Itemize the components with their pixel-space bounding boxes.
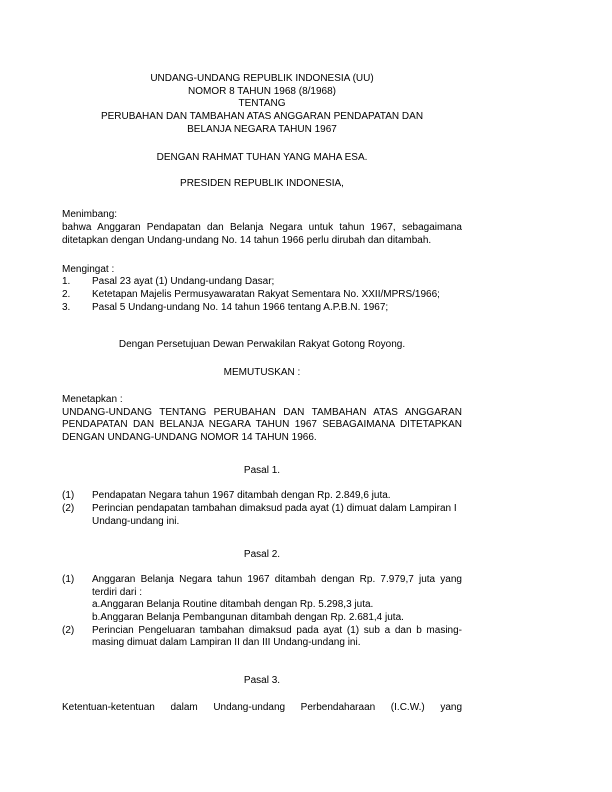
- list-item-line: Anggaran Belanja Negara tahun 1967 ditambah dengan Rp. 7.979,7 juta yang: [92, 573, 462, 585]
- list-item: [62, 625, 462, 650]
- title-line: NOMOR 8 TAHUN 1968 (8/1968): [187, 85, 337, 97]
- pasal-1-heading: [62, 465, 462, 478]
- list-item-label: 3.: [62, 301, 71, 313]
- menetapkan-paragraph: [62, 407, 462, 445]
- list-item-line: terdiri dari :: [92, 586, 143, 598]
- title-line: TENTANG: [238, 98, 286, 110]
- paragraph-line: UNDANG-UNDANG TENTANG PERUBAHAN DAN TAMBAHAN ATAS ANGGARAN: [62, 406, 462, 418]
- paragraph-line: ditetapkan dengan Undang-undang No. 14 tahun 1966 perlu dirubah dan ditambah.: [62, 234, 432, 246]
- list-item-line: Undang-undang ini.: [92, 515, 180, 527]
- authority-line: [62, 178, 462, 191]
- list-item-line: Ketetapan Majelis Permusyawaratan Rakyat Sementara No. XXII/MPRS/1966;: [92, 288, 440, 300]
- list-item-label: (1): [62, 573, 75, 585]
- approval-line-text: Dengan Persetujuan Dewan Perwakilan Rakyat Gotong Royong.: [118, 338, 406, 350]
- list-item: [62, 302, 462, 315]
- title-line: UNDANG-UNDANG REPUBLIK INDONESIA (UU): [150, 73, 374, 84]
- paragraph-line: DENGAN UNDANG-UNDANG NOMOR 14 TAHUN 1966.: [62, 431, 317, 443]
- paragraph-line: Ketentuan-ketentuan dalam Undang-undang Perbendaharaan (I.C.W.) yang: [62, 701, 462, 713]
- list-item-line: Pendapatan Negara tahun 1967 ditambah dengan Rp. 2.849,6 juta.: [92, 490, 391, 502]
- document-title: [62, 73, 462, 137]
- list-item-line: Pasal 23 ayat (1) Undang-undang Dasar;: [92, 276, 275, 288]
- menetapkan-label: [62, 394, 462, 407]
- list-item: [62, 490, 462, 503]
- list-item: [62, 276, 462, 289]
- menimbang-paragraph: [62, 222, 462, 247]
- pasal-3-heading-text: Pasal 3.: [243, 674, 281, 686]
- list-item: [62, 574, 462, 625]
- list-item-label: 1.: [62, 276, 71, 288]
- pasal-2-heading-text: Pasal 2.: [243, 548, 281, 560]
- approval-line: [62, 339, 462, 352]
- pasal-3-heading: [62, 675, 462, 688]
- list-item-line: Perincian pendapatan tambahan dimaksud pada ayat (1) dimuat dalam Lampiran I: [92, 502, 457, 514]
- document-body: [62, 73, 462, 714]
- list-item-line: b.Anggaran Belanja Pembangunan ditambah dengan Rp. 2.681,4 juta.: [92, 612, 404, 624]
- title-line: PERUBAHAN DAN TAMBAHAN ATAS ANGGARAN PENDAPATAN DAN: [100, 111, 424, 123]
- invocation-line-text: DENGAN RAHMAT TUHAN YANG MAHA ESA.: [156, 152, 368, 164]
- authority-line-text: PRESIDEN REPUBLIK INDONESIA,: [180, 178, 344, 190]
- menimbang-label-text: Menimbang:: [62, 209, 118, 221]
- list-item-label: 2.: [62, 288, 71, 300]
- pasal-3-paragraph: [62, 702, 462, 715]
- menetapkan-label-text: Menetapkan :: [62, 393, 123, 405]
- pasal-2-items: [62, 574, 462, 650]
- mengingat-label: [62, 264, 462, 277]
- menimbang-label: [62, 209, 462, 222]
- list-item-line: Pasal 5 Undang-undang No. 14 tahun 1966 tentang A.P.B.N. 1967;: [92, 301, 389, 313]
- paragraph-line: bahwa Anggaran Pendapatan dan Belanja Negara untuk tahun 1967, sebagaimana: [62, 221, 462, 233]
- list-item: [62, 503, 462, 528]
- list-item-line: masing dimuat dalam Lampiran II dan III Undang-undang ini.: [92, 637, 361, 649]
- invocation-line: [62, 152, 462, 165]
- list-item: [62, 289, 462, 302]
- list-item-line: Perincian Pengeluaran tambahan dimaksud pada ayat (1) sub a dan b masing-: [92, 624, 462, 636]
- paragraph-line: PENDAPATAN DAN BELANJA NEGARA TAHUN 1967 SEBAGAIMANA DITETAPKAN: [62, 419, 462, 431]
- list-item-label: (2): [62, 624, 75, 636]
- title-line: BELANJA NEGARA TAHUN 1967: [187, 123, 337, 135]
- memutuskan-heading-text: MEMUTUSKAN :: [223, 366, 301, 378]
- memutuskan-heading: [62, 367, 462, 380]
- pasal-1-items: [62, 490, 462, 528]
- mengingat-list: [62, 276, 462, 314]
- list-item-label: (1): [62, 490, 75, 502]
- mengingat-label-text: Mengingat :: [62, 263, 115, 275]
- list-item-line: a.Anggaran Belanja Routine ditambah dengan Rp. 5.298,3 juta.: [92, 599, 374, 611]
- list-item-label: (2): [62, 502, 75, 514]
- pasal-1-heading-text: Pasal 1.: [243, 464, 281, 476]
- pasal-2-heading: [62, 549, 462, 562]
